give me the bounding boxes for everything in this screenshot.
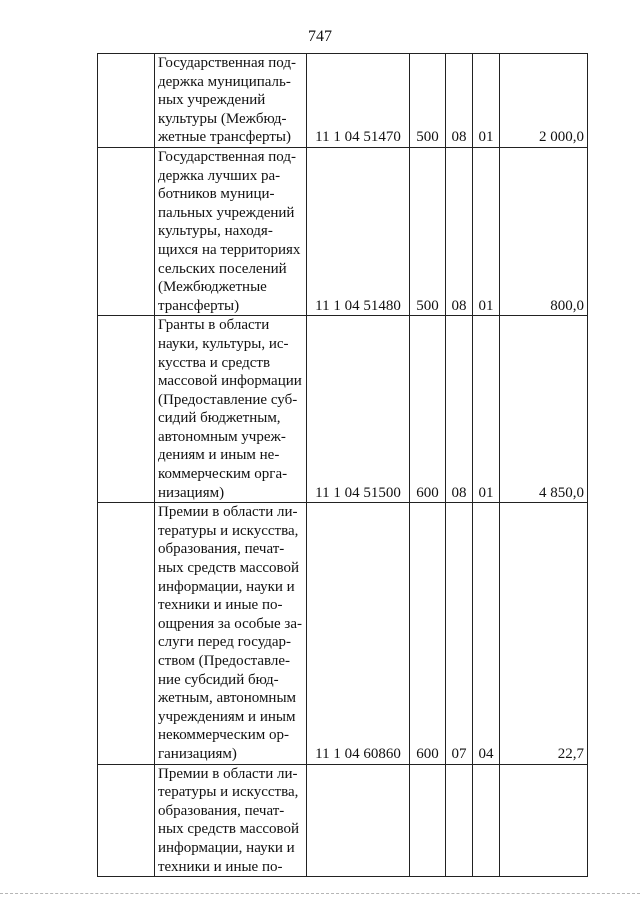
expense-name-line: жетным, автономным bbox=[158, 690, 297, 707]
expense-name-line: жетные трансферты) bbox=[158, 129, 291, 146]
expense-name-line: информации, науки и bbox=[158, 578, 295, 595]
expense-name-line: ных средств массовой bbox=[158, 560, 300, 577]
expense-name-line: техники и иные по- bbox=[158, 858, 283, 875]
expense-name-line: учреждениям и иным bbox=[158, 708, 296, 725]
row-index-cell bbox=[98, 316, 155, 503]
expense-name-line: ных учреждений bbox=[158, 92, 266, 109]
expense-type-cell bbox=[410, 764, 446, 877]
expense-name-line: щихся на территориях bbox=[158, 241, 301, 258]
expense-name-line: пальных учреждений bbox=[158, 204, 295, 221]
expense-name-line: (Межбюджетные bbox=[158, 279, 267, 296]
expense-name-line: культуры, находя- bbox=[158, 223, 273, 240]
budget-table bbox=[97, 53, 588, 877]
expense-name-line: тературы и искусства, bbox=[158, 784, 299, 801]
section-cell: 07 bbox=[446, 503, 473, 764]
section-cell: 08 bbox=[446, 147, 473, 315]
expense-name-line: Государственная под- bbox=[158, 55, 296, 71]
expense-name-line: дениям и иным не- bbox=[158, 447, 280, 464]
expense-name-line: Государственная под- bbox=[158, 148, 296, 165]
subsection-cell bbox=[473, 764, 500, 877]
expense-name-line: тературы и искусства, bbox=[158, 522, 299, 539]
amount-cell: 2 000,0 bbox=[500, 54, 588, 148]
expense-name-line: образования, печат- bbox=[158, 541, 285, 558]
expense-type-cell: 600 bbox=[410, 503, 446, 764]
expense-name-line: образования, печат- bbox=[158, 802, 285, 819]
expense-name-line: ощрения за особые за- bbox=[158, 615, 302, 632]
target-article-code-cell: 11 1 04 60860 bbox=[307, 503, 410, 764]
expense-name-line: информации, науки и bbox=[158, 839, 295, 856]
expense-name-line: ных средств массовой bbox=[158, 821, 300, 838]
amount-cell: 800,0 bbox=[500, 147, 588, 315]
expense-name-line: ством (Предоставле- bbox=[158, 653, 291, 669]
row-index-cell bbox=[98, 147, 155, 315]
table-row bbox=[98, 54, 588, 148]
section-cell: 08 bbox=[446, 54, 473, 148]
page-number: 747 bbox=[308, 28, 332, 45]
expense-name-line: техники и иные по- bbox=[158, 597, 283, 614]
subsection-cell: 04 bbox=[473, 503, 500, 764]
expense-name-line: ботников муници- bbox=[158, 186, 275, 203]
scan-edge-line bbox=[0, 893, 640, 894]
subsection-cell: 01 bbox=[473, 54, 500, 148]
target-article-code-cell: 11 1 04 51470 bbox=[307, 54, 410, 148]
expense-name-line: кусства и средств bbox=[158, 354, 271, 371]
expense-name-line: трансферты) bbox=[158, 297, 240, 314]
expense-type-cell: 500 bbox=[410, 54, 446, 148]
expense-name-line: низациям) bbox=[158, 484, 225, 501]
subsection-cell: 01 bbox=[473, 316, 500, 503]
expense-name-line: коммерческим орга- bbox=[158, 466, 288, 483]
row-index-cell bbox=[98, 503, 155, 764]
expense-name-cell bbox=[155, 764, 307, 877]
row-index-cell bbox=[98, 764, 155, 877]
table-row bbox=[98, 147, 588, 315]
subsection-cell: 01 bbox=[473, 147, 500, 315]
expense-name-line: автономным учреж- bbox=[158, 428, 286, 445]
target-article-code-cell: 11 1 04 51480 bbox=[307, 147, 410, 315]
expense-name-line: сельских поселений bbox=[158, 260, 287, 277]
section-cell bbox=[446, 764, 473, 877]
table-row bbox=[98, 316, 588, 503]
expense-name-line: некоммерческим ор- bbox=[158, 727, 289, 744]
expense-name-line: (Предоставление суб- bbox=[158, 391, 298, 408]
expense-name-cell bbox=[155, 316, 307, 503]
target-article-code-cell bbox=[307, 764, 410, 877]
expense-name-line: Премии в области ли- bbox=[158, 765, 298, 782]
expense-name-line: слуги перед государ- bbox=[158, 634, 292, 651]
expense-name-cell bbox=[155, 503, 307, 764]
expense-name-line: Премии в области ли- bbox=[158, 504, 298, 521]
row-index-cell bbox=[98, 54, 155, 148]
expense-name-line: держка муниципаль- bbox=[158, 73, 291, 90]
section-cell: 08 bbox=[446, 316, 473, 503]
table-row bbox=[98, 764, 588, 877]
expense-type-cell: 500 bbox=[410, 147, 446, 315]
amount-cell: 22,7 bbox=[500, 503, 588, 764]
expense-name-line: ние субсидий бюд- bbox=[158, 671, 279, 688]
expense-type-cell: 600 bbox=[410, 316, 446, 503]
amount-cell: 4 850,0 bbox=[500, 316, 588, 503]
expense-name-line: массовой информации bbox=[158, 373, 302, 390]
expense-name-line: Гранты в области bbox=[158, 317, 270, 334]
expense-name-line: сидий бюджетным, bbox=[158, 410, 281, 427]
expense-name-cell bbox=[155, 54, 307, 148]
expense-name-line: держка лучших ра- bbox=[158, 167, 281, 184]
expense-name-line: науки, культуры, ис- bbox=[158, 335, 289, 352]
target-article-code-cell: 11 1 04 51500 bbox=[307, 316, 410, 503]
amount-cell bbox=[500, 764, 588, 877]
expense-name-cell bbox=[155, 147, 307, 315]
expense-name-line: ганизациям) bbox=[158, 745, 237, 762]
table-row bbox=[98, 503, 588, 764]
expense-name-line: культуры (Межбюд- bbox=[158, 110, 287, 127]
